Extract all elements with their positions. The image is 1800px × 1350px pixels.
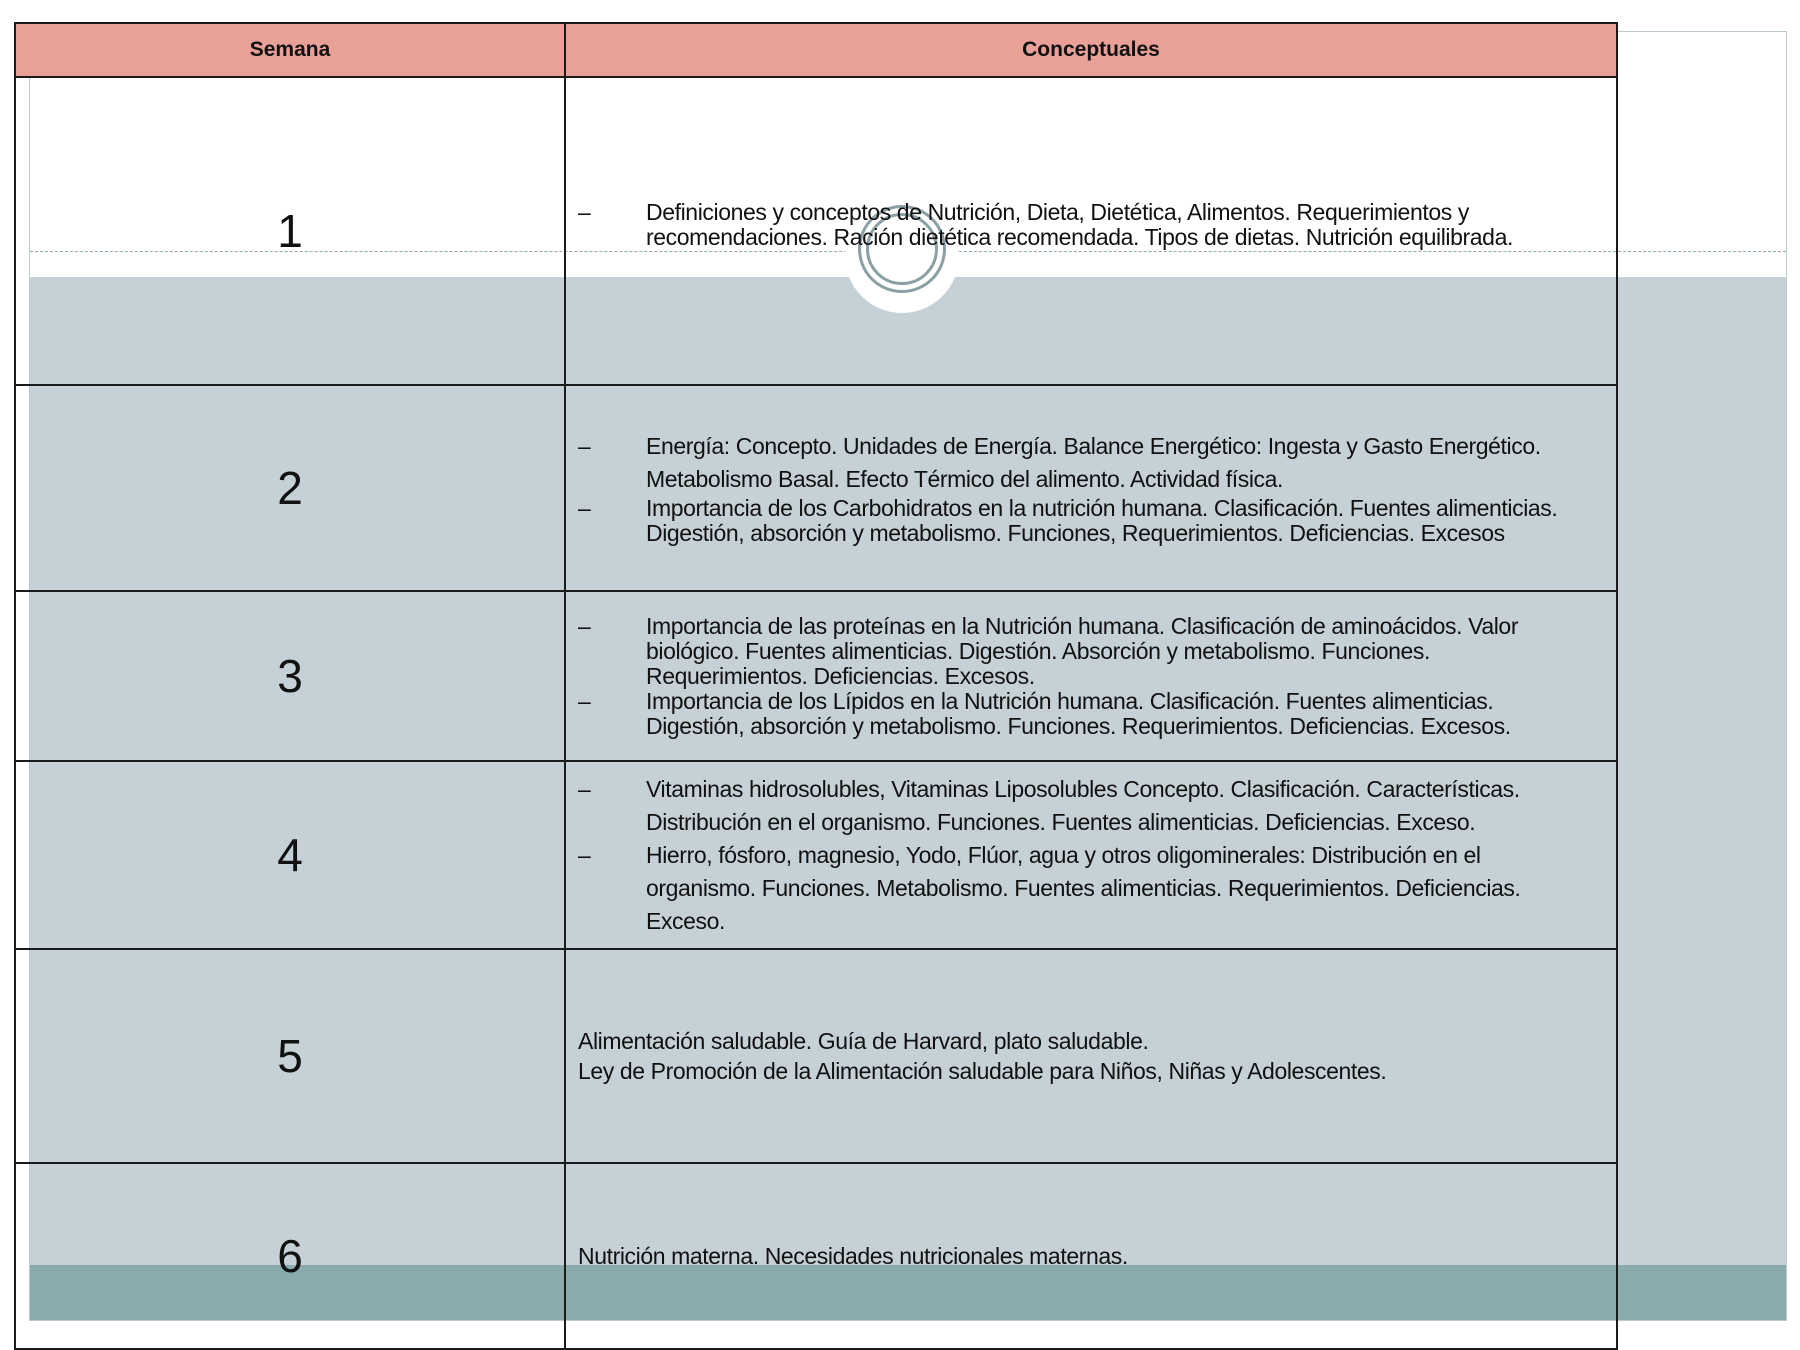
content-text: Importancia de los Lípidos en la Nutrición humana. Clasificación. Fuentes alimenticias. Digestión, absorción y metabolismo. Funciones. Requerimientos. Deficiencias. Excesos. [646,687,1511,739]
content-item [578,839,1586,938]
content-item [578,200,1586,250]
content-item [578,614,1586,689]
content-text: Hierro, fósforo, magnesio, Yodo, Flúor, agua y otros oligominerales: Distribución en el organismo. Funciones. Metabolismo. Fuentes alimenticias. Requerimientos. Deficiencias. Exceso. [646,841,1521,934]
content-line: Nutrición materna. Necesidades nutricionales maternas. [578,1243,1128,1269]
table-row [15,385,1617,591]
content-text: Definiciones y conceptos de Nutrición, Dieta, Dietética, Alimentos. Requerimientos y recomendaciones. Ración dietética recomendada. Tipos de dietas. Nutrición equilibrada. [646,199,1513,250]
content-text: Importancia de las proteínas en la Nutrición humana. Clasificación de aminoácidos. Valor biológico. Fuentes alimenticias. Digestión. Absorción y metabolismo. Funciones. Requerimientos. Deficiencias. Excesos. [646,612,1519,689]
week-number: 3 [15,591,565,761]
table-header-row [15,23,1617,77]
syllabus-table [14,22,1618,1350]
week-content [565,591,1617,761]
content-line: Ley de Promoción de la Alimentación saludable para Niños, Niñas y Adolescentes. [578,1058,1387,1084]
table-row [15,761,1617,949]
dash-bullet: – [578,612,591,639]
week-content [565,761,1617,949]
dash-bullet: – [578,841,591,868]
week-number: 5 [15,949,565,1163]
header-content: Conceptuales [565,23,1617,77]
week-number: 2 [15,385,565,591]
week-number: 6 [15,1163,565,1349]
week-content [565,1163,1617,1349]
table-row [15,949,1617,1163]
content-text: Energía: Concepto. Unidades de Energía. Balance Energético: Ingesta y Gasto Energético. Metabolismo Basal. Efecto Térmico del alimento. Actividad física. [646,433,1541,492]
dash-bullet: – [578,775,591,802]
content-item [578,773,1586,839]
content-text: Importancia de los Carbohidratos en la nutrición humana. Clasificación. Fuentes alimenticias. Digestión, absorción y metabolismo. Funciones, Requerimientos. Deficiencias. Excesos [646,495,1558,546]
header-week: Semana [15,23,565,77]
content-item [578,430,1586,496]
dash-bullet: – [578,495,591,521]
table-row [15,591,1617,761]
week-content [565,77,1617,385]
content-item [578,496,1586,546]
week-number: 4 [15,761,565,949]
table-row [15,77,1617,385]
dash-bullet: – [578,687,591,714]
dash-bullet: – [578,433,591,459]
week-number: 1 [15,77,565,385]
week-content [565,385,1617,591]
table-row [15,1163,1617,1349]
week-content [565,949,1617,1163]
content-text: Vitaminas hidrosolubles, Vitaminas Liposolubles Concepto. Clasificación. Características. Distribución en el organismo. Funciones. Fuentes alimenticias. Deficiencias. Exceso. [646,775,1520,835]
content-item [578,689,1586,739]
dash-bullet: – [578,199,591,225]
content-line: Alimentación saludable. Guía de Harvard, plato saludable. [578,1028,1149,1054]
